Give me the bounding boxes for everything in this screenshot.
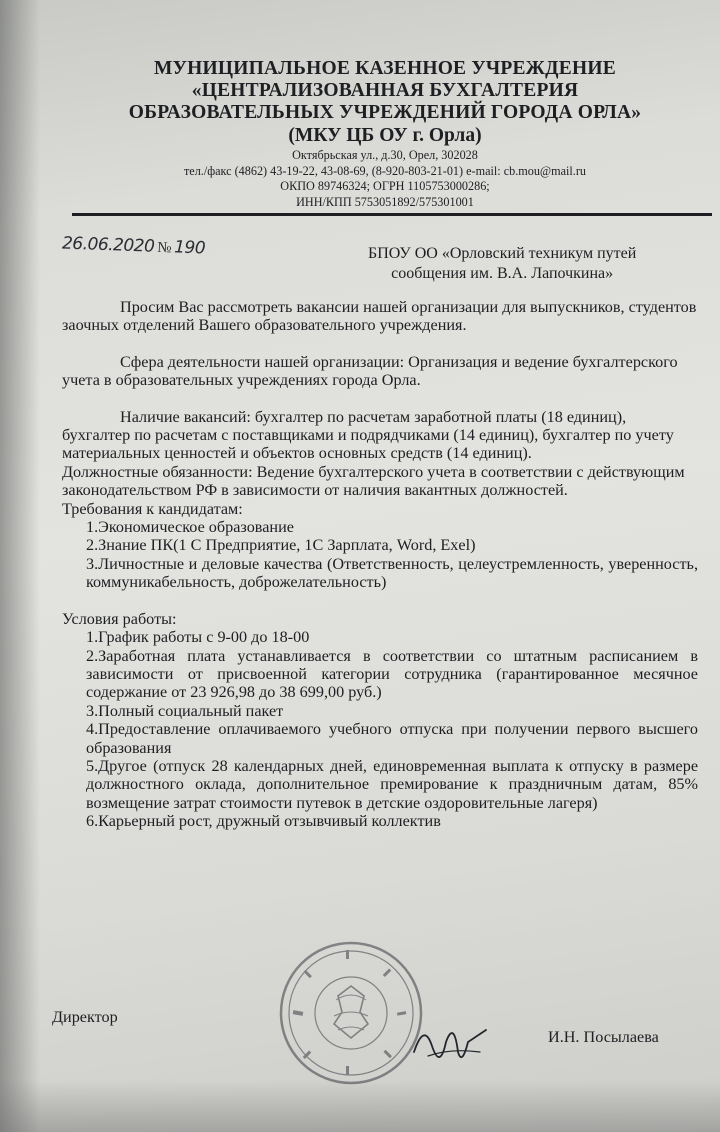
list-item: 3.Личностные и деловые качества (Ответственность, целеустремленность, уверенность, коммуникабельность, доброжелательность)	[86, 554, 698, 592]
org-name-line-3: ОБРАЗОВАТЕЛЬНЫХ УЧРЕЖДЕНИЙ ГОРОДА ОРЛА»	[128, 102, 642, 123]
list-item: 4.Предоставление оплачиваемого учебного отпуска при получении первого высшего образования	[86, 720, 698, 757]
list-item: 6.Карьерный рост, дружный отзывчивый коллектив	[86, 812, 441, 831]
letterhead	[60, 58, 710, 210]
outgoing-date: 26.06.2020	[61, 233, 155, 257]
paragraph-activity: Сфера деятельности нашей организации: Организация и ведение бухгалтерского учета в образовательных учреждениях города Орла.	[62, 352, 678, 390]
org-name-line-1: МУНИЦИПАЛЬНОЕ КАЗЕННОЕ УЧРЕЖДЕНИЕ	[154, 58, 616, 79]
outgoing-reference	[62, 234, 206, 259]
requirements-list	[62, 518, 698, 592]
addressee-block	[368, 244, 636, 284]
conditions-list	[62, 628, 698, 830]
conditions-title: Условия работы:	[62, 609, 177, 628]
page-shadow-left	[0, 0, 40, 1132]
addressee-line-1: БПОУ ОО «Орловский техникум путей	[368, 245, 637, 262]
list-item: 2.Заработная плата устанавливается в соответствии со штатным расписанием в зависимости от присвоенной категории сотрудника (гарантированное месячное содержание от 23 926,98 до 38 699,00 руб.)	[86, 646, 698, 702]
org-name-line-2: «ЦЕНТРАЛИЗОВАННАЯ БУХГАЛТЕРИЯ	[191, 80, 579, 101]
signer-position: Директор	[52, 1008, 118, 1026]
page-shadow-bottom	[0, 1080, 720, 1132]
list-item: 1.График работы с 9-00 до 18-00	[86, 628, 310, 647]
addressee-line-2: сообщения им. В.А. Лапочкина»	[391, 265, 614, 282]
org-codes: ОКПО 89746324; ОГРН 1105753000286;	[280, 179, 490, 193]
number-sign: №	[157, 239, 172, 257]
org-address: Октябрьская ул., д.30, Орел, 302028	[292, 148, 478, 162]
list-item: 2.Знание ПК(1 С Предприятие, 1С Зарплата, Word, Exel)	[86, 536, 476, 555]
round-stamp-icon	[276, 938, 426, 1088]
letterhead-divider	[72, 213, 712, 216]
list-item: 1.Экономическое образование	[86, 518, 294, 537]
list-item: 3.Полный социальный пакет	[86, 701, 284, 720]
outgoing-number: 190	[173, 237, 206, 259]
org-phones: тел./факс (4862) 43-19-22, 43-08-69, (8-920-803-21-01) e-mail: cb.mou@mail.ru	[183, 163, 586, 178]
requirements-title: Требования к кандидатам:	[62, 499, 243, 518]
org-short-name: (МКУ ЦБ ОУ г. Орла)	[288, 125, 482, 146]
paragraph-request: Просим Вас рассмотреть вакансии нашей организации для выпускников, студентов заочных отделений Вашего образовательного учреждения.	[62, 298, 697, 335]
org-inn: ИНН/КПП 5753051892/575301001	[296, 194, 474, 209]
signature-icon	[410, 1012, 490, 1072]
paragraph-vacancies: Наличие вакансий: бухгалтер по расчетам заработной платы (18 единиц), бухгалтер по расчетам с поставщиками и подрядчиками (14 единиц), бухгалтер по учету материальных ценностей и объектов основных средств (14 единиц).	[62, 407, 674, 463]
paragraph-duties: Должностные обязанности: Ведение бухгалтерского учета в соответствии с действующим законодательством РФ в зависимости от наличия вакантных должностей.	[62, 462, 685, 500]
list-item: 5.Другое (отпуск 28 календарных дней, единовременная выплата к отпуску в размере должностного оклада, дополнительное премирование к праздничным датам, 85% возмещение затрат стоимости путевок в детские оздоровительные лагеря)	[86, 756, 698, 812]
signer-name: И.Н. Посылаева	[548, 1028, 659, 1046]
letter-body	[62, 298, 698, 831]
